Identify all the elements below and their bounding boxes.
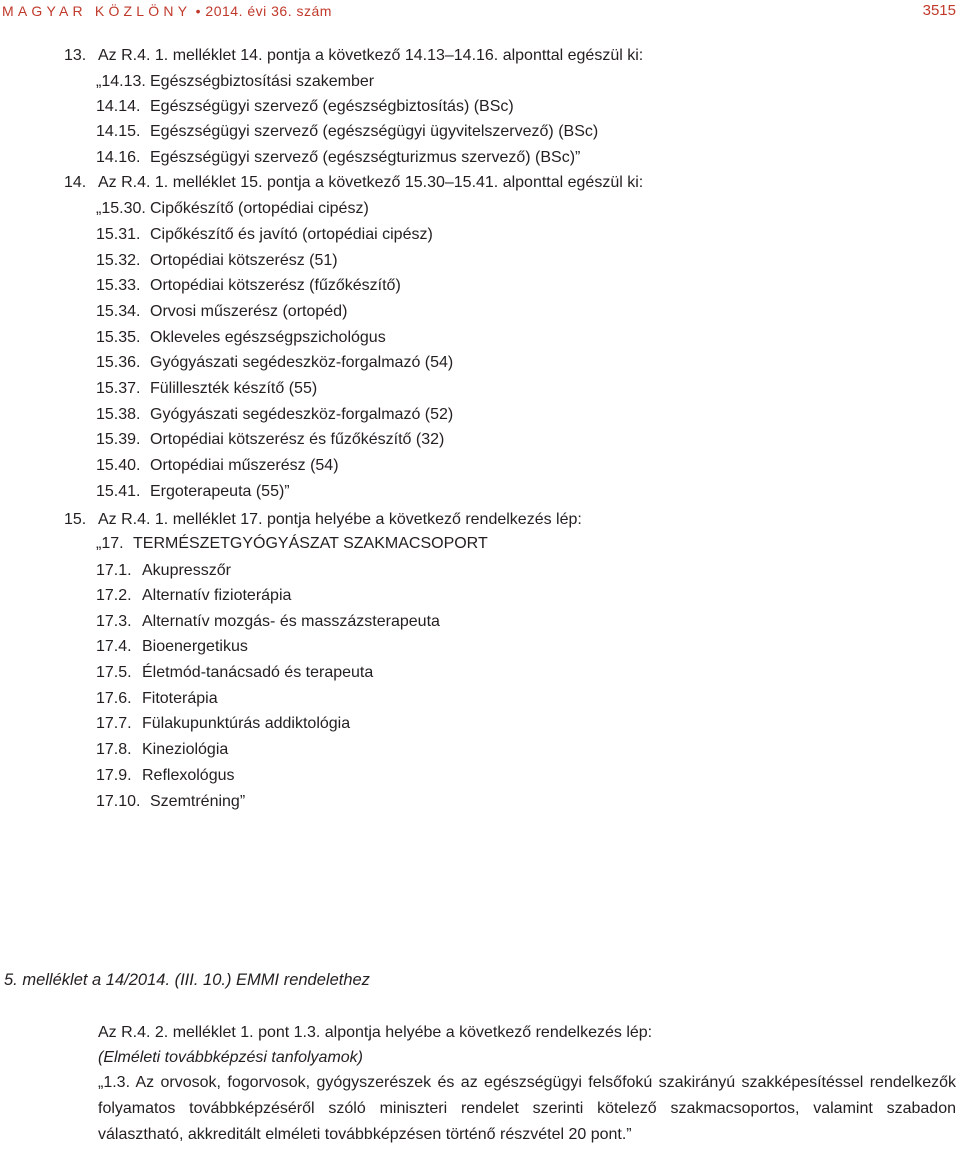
item-text: Orvosi műszerész (ortopéd): [150, 303, 348, 320]
item-number: „15.30.: [96, 200, 146, 217]
item-number: 14.: [64, 174, 87, 191]
item-number: 15.41.: [96, 483, 141, 500]
item-number: 15.37.: [96, 380, 141, 397]
item-text: Életmód-tanácsadó és terapeuta: [142, 664, 374, 681]
item-number: „17.: [96, 535, 124, 552]
item-number: 15.39.: [96, 431, 141, 448]
item-number: 14.14.: [96, 98, 141, 115]
item-text: Egészségbiztosítási szakember: [150, 73, 375, 90]
item-text: Fülilleszték készítő (55): [150, 380, 318, 397]
item-text: Akupresszőr: [142, 562, 231, 579]
item-text: Alternatív mozgás- és masszázsterapeuta: [142, 613, 440, 630]
item-text: Gyógyászati segédeszköz-forgalmazó (52): [150, 406, 454, 423]
item-number: 13.: [64, 47, 87, 64]
item-number: 15.40.: [96, 457, 141, 474]
journal-title: MAGYAR KÖZLÖNY: [2, 3, 192, 19]
item-number: 17.7.: [96, 715, 132, 732]
item-text: Egészségügyi szervező (egészségbiztosítás) (BSc): [150, 98, 514, 115]
item-text: Az R.4. 1. melléklet 17. pontja helyébe a következő rendelkezés lép:: [98, 511, 582, 528]
item-text: Ortopédiai kötszerész és fűzőkészítő (32): [150, 431, 445, 448]
item-number: 15.33.: [96, 277, 141, 294]
item-number: 15.31.: [96, 226, 141, 243]
header-bullet: •: [195, 3, 202, 19]
item-text: Cipőkészítő (ortopédiai cipész): [150, 200, 369, 217]
annex-intro: Az R.4. 2. melléklet 1. pont 1.3. alpontja helyébe a következő rendelkezés lép:: [98, 1024, 653, 1041]
item-number: 17.5.: [96, 664, 132, 681]
page-header: [0, 0, 960, 22]
item-text: Fitoterápia: [142, 690, 218, 707]
item-number: 15.: [64, 511, 87, 528]
running-head: [2, 3, 332, 19]
item-number: 15.32.: [96, 252, 141, 269]
item-number: 17.8.: [96, 741, 132, 758]
item-text: Ortopédiai kötszerész (fűzőkészítő): [150, 277, 401, 294]
page-number: 3515: [922, 2, 956, 19]
item-text: Az R.4. 1. melléklet 14. pontja a következő 14.13–14.16. alponttal egészül ki:: [98, 47, 644, 64]
item-number: 15.38.: [96, 406, 141, 423]
item-number: 15.36.: [96, 354, 141, 371]
item-text: Fülakupunktúrás addiktológia: [142, 715, 351, 732]
annex-subtitle: (Elméleti továbbképzési tanfolyamok): [98, 1049, 364, 1066]
item-text: Ergoterapeuta (55)”: [150, 483, 290, 500]
item-number: 14.15.: [96, 123, 141, 140]
item-text: Egészségügyi szervező (egészségügyi ügyvitelszervező) (BSc): [150, 123, 599, 140]
item-text: Okleveles egészségpszichológus: [150, 329, 386, 346]
item-number: 17.4.: [96, 638, 132, 655]
item-number: 14.16.: [96, 149, 141, 166]
item-text: TERMÉSZETGYÓGYÁSZAT SZAKMACSOPORT: [133, 535, 488, 552]
issue-label: 2014. évi 36. szám: [205, 3, 332, 19]
item-text: Szemtréning”: [150, 793, 246, 810]
item-text: Egészségügyi szervező (egészségturizmus szervező) (BSc)”: [150, 149, 581, 166]
item-number: 17.6.: [96, 690, 132, 707]
item-text: Alternatív fizioterápia: [142, 587, 292, 604]
item-text: Gyógyászati segédeszköz-forgalmazó (54): [150, 354, 454, 371]
item-text: Ortopédiai kötszerész (51): [150, 252, 338, 269]
item-text: Reflexológus: [142, 767, 235, 784]
item-text: Ortopédiai műszerész (54): [150, 457, 339, 474]
item-number: 15.34.: [96, 303, 141, 320]
item-text: Bioenergetikus: [142, 638, 248, 655]
item-number: „14.13.: [96, 73, 146, 90]
item-text: Kineziológia: [142, 741, 229, 758]
annex-heading: 5. melléklet a 14/2014. (III. 10.) EMMI rendelethez: [4, 971, 370, 989]
item-number: 15.35.: [96, 329, 141, 346]
item-text: Cipőkészítő és javító (ortopédiai cipész): [150, 226, 433, 243]
item-number: 17.1.: [96, 562, 132, 579]
item-number: 17.2.: [96, 587, 132, 604]
item-text: Az R.4. 1. melléklet 15. pontja a következő 15.30–15.41. alponttal egészül ki:: [98, 174, 644, 191]
annex-paragraph: „1.3. Az orvosok, fogorvosok, gyógyszerészek és az egészségügyi felsőfokú szakirányú szakképesítéssel rendelkezők folyamatos továbbképzéséről szóló miniszteri rendelet szerinti kötelező szakmacsoportos, valamint szabadon választható, akkreditált elméleti továbbképzésen történő részvétel 20 pont.”: [98, 1074, 956, 1143]
item-number: 17.9.: [96, 767, 132, 784]
item-number: 17.10.: [96, 793, 141, 810]
item-number: 17.3.: [96, 613, 132, 630]
